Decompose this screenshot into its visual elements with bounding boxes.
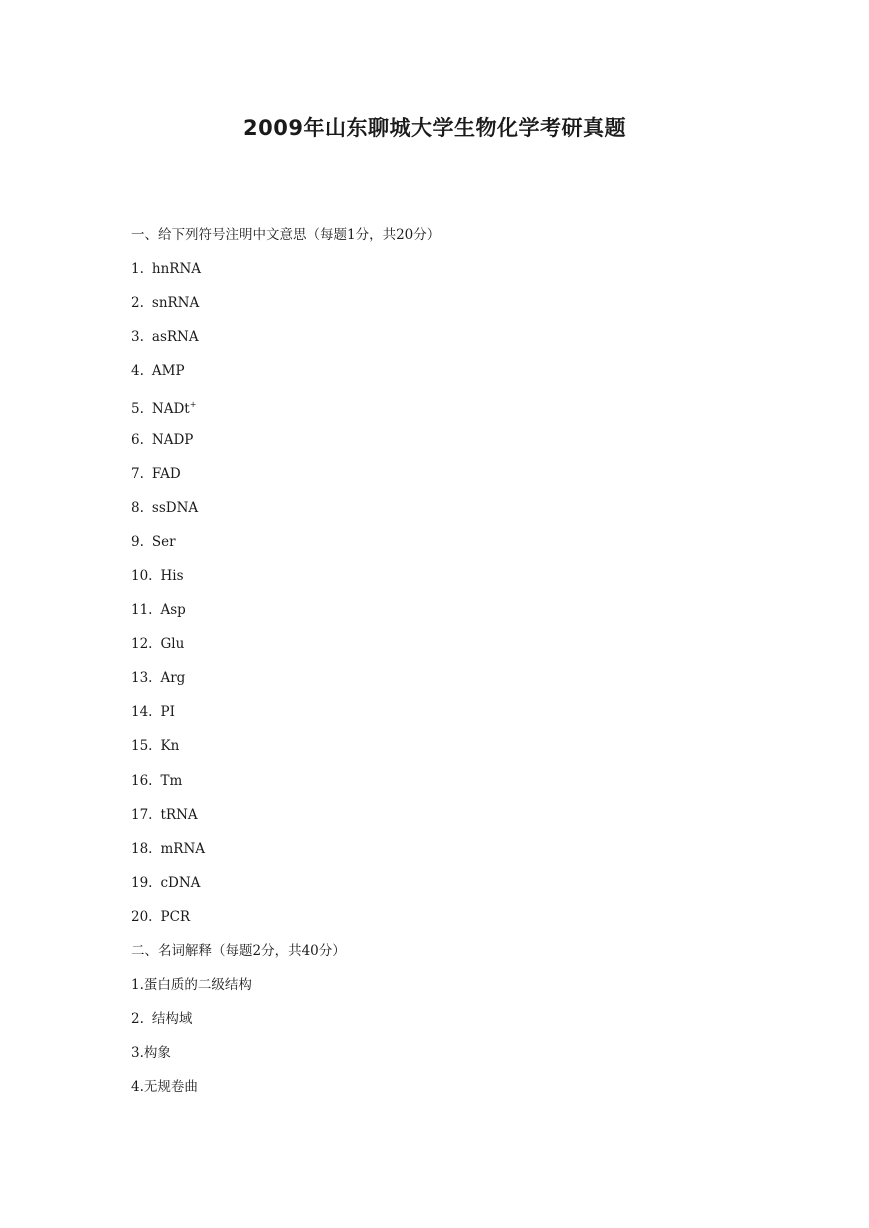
item-number: 18. bbox=[131, 840, 153, 857]
item-text: PCR bbox=[160, 908, 191, 925]
list-item bbox=[131, 907, 771, 941]
item-number: 7. bbox=[131, 465, 144, 482]
item-text: 结构域 bbox=[151, 1011, 193, 1028]
item-text: ssDNA bbox=[151, 499, 199, 516]
item-number: 14. bbox=[131, 704, 153, 721]
item-text: cDNA bbox=[160, 874, 201, 891]
list-item bbox=[131, 566, 771, 600]
item-text: mRNA bbox=[160, 840, 206, 857]
item-number: 20. bbox=[131, 908, 153, 925]
item-number: 1. bbox=[131, 261, 144, 278]
list-item bbox=[131, 634, 771, 668]
list-item bbox=[131, 805, 771, 839]
item-text: Asp bbox=[160, 602, 186, 619]
item-text: PI bbox=[160, 704, 175, 721]
item-number: 19. bbox=[131, 874, 153, 891]
item-text: AMP bbox=[151, 363, 185, 380]
item-number: 17. bbox=[131, 806, 153, 823]
list-item bbox=[131, 327, 771, 361]
list-item bbox=[131, 498, 771, 532]
item-number: 5. bbox=[131, 401, 144, 418]
section-1-list bbox=[131, 259, 771, 941]
item-number: 1. bbox=[131, 977, 144, 994]
item-number: 13. bbox=[131, 670, 153, 687]
list-item bbox=[131, 259, 771, 293]
list-item bbox=[131, 668, 771, 702]
list-item bbox=[131, 771, 771, 805]
list-item bbox=[131, 293, 771, 327]
item-text: 蛋白质的二级结构 bbox=[143, 977, 252, 994]
item-text: snRNA bbox=[151, 295, 200, 312]
item-text: Ser bbox=[151, 533, 176, 550]
item-number: 9. bbox=[131, 533, 144, 550]
list-item bbox=[131, 702, 771, 736]
item-number: 3. bbox=[131, 1045, 144, 1062]
item-text: His bbox=[160, 567, 184, 584]
item-text: asRNA bbox=[151, 329, 199, 346]
item-text: Tm bbox=[160, 772, 183, 789]
item-number: 16. bbox=[131, 772, 153, 789]
item-text: FAD bbox=[151, 465, 181, 482]
section-1-heading: 一、给下列符号注明中文意思（每题1分，共20分） bbox=[131, 227, 441, 243]
item-number: 2. bbox=[131, 295, 144, 312]
item-text: NADP bbox=[151, 431, 194, 448]
item-text: Glu bbox=[160, 636, 185, 653]
list-item bbox=[131, 1009, 771, 1043]
item-number: 12. bbox=[131, 636, 153, 653]
list-item bbox=[131, 395, 771, 429]
section-2-heading: 二、名词解释（每题2分，共40分） bbox=[131, 942, 346, 959]
list-item bbox=[131, 873, 771, 907]
item-number: 4. bbox=[131, 363, 144, 380]
list-item bbox=[131, 464, 771, 498]
item-text: 无规卷曲 bbox=[143, 1079, 198, 1096]
item-number: 4. bbox=[131, 1079, 144, 1096]
list-item bbox=[131, 532, 771, 566]
item-text: Arg bbox=[160, 670, 186, 687]
section-2-list bbox=[131, 975, 771, 1111]
item-text: NADt bbox=[151, 401, 190, 418]
list-item bbox=[131, 736, 771, 770]
item-text: tRNA bbox=[160, 806, 198, 823]
item-number: 11. bbox=[131, 602, 153, 619]
document-body bbox=[131, 225, 771, 1111]
item-number: 8. bbox=[131, 499, 144, 516]
list-item bbox=[131, 1077, 771, 1111]
list-item bbox=[131, 839, 771, 873]
item-superscript: + bbox=[189, 400, 197, 410]
list-item bbox=[131, 430, 771, 464]
page-title: 2009年山东聊城大学生物化学考研真题 bbox=[243, 116, 626, 140]
item-number: 3. bbox=[131, 329, 144, 346]
list-item bbox=[131, 361, 771, 395]
list-item bbox=[131, 1043, 771, 1077]
item-number: 10. bbox=[131, 567, 153, 584]
item-number: 15. bbox=[131, 738, 153, 755]
item-text: 构象 bbox=[143, 1045, 171, 1062]
list-item bbox=[131, 600, 771, 634]
item-number: 6. bbox=[131, 431, 144, 448]
list-item bbox=[131, 975, 771, 1009]
item-text: hnRNA bbox=[151, 261, 202, 278]
item-text: Kn bbox=[160, 738, 180, 755]
item-number: 2. bbox=[131, 1011, 144, 1028]
